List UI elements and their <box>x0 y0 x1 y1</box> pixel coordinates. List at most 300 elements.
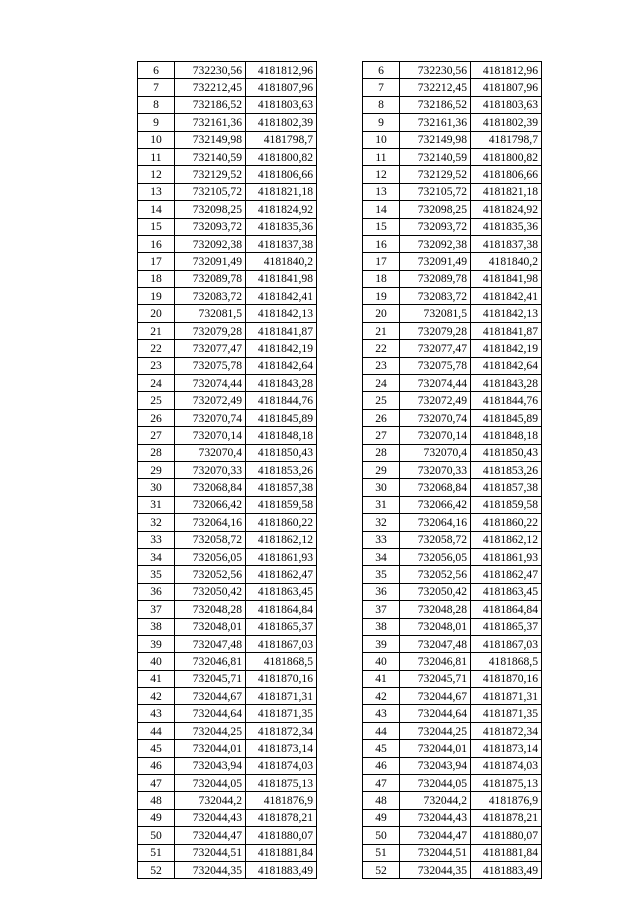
table-row <box>138 444 317 461</box>
x-coordinate-cell: 732079,28 <box>175 322 246 339</box>
point-number-cell: 50 <box>363 827 400 844</box>
point-number-cell: 7 <box>363 79 400 96</box>
x-coordinate-cell: 732044,2 <box>175 792 246 809</box>
point-number-cell: 35 <box>138 566 175 583</box>
y-coordinate-cell: 4181800,82 <box>246 148 317 165</box>
x-coordinate-cell: 732093,72 <box>400 218 471 235</box>
x-coordinate-cell: 732077,47 <box>175 340 246 357</box>
point-number-cell: 13 <box>138 183 175 200</box>
table-row <box>363 96 542 113</box>
point-number-cell: 7 <box>138 79 175 96</box>
y-coordinate-cell: 4181803,63 <box>246 96 317 113</box>
table-row <box>138 148 317 165</box>
table-row <box>363 79 542 96</box>
point-number-cell: 42 <box>138 688 175 705</box>
table-row <box>363 392 542 409</box>
x-coordinate-cell: 732044,2 <box>400 792 471 809</box>
x-coordinate-cell: 732044,05 <box>400 775 471 792</box>
x-coordinate-cell: 732093,72 <box>175 218 246 235</box>
point-number-cell: 37 <box>138 601 175 618</box>
point-number-cell: 48 <box>138 792 175 809</box>
y-coordinate-cell: 4181878,21 <box>246 809 317 826</box>
point-number-cell: 26 <box>138 409 175 426</box>
x-coordinate-cell: 732092,38 <box>400 235 471 252</box>
table-row <box>138 375 317 392</box>
point-number-cell: 51 <box>363 844 400 861</box>
point-number-cell: 21 <box>363 322 400 339</box>
x-coordinate-cell: 732044,47 <box>400 827 471 844</box>
x-coordinate-cell: 732044,51 <box>175 844 246 861</box>
y-coordinate-cell: 4181812,96 <box>471 62 542 79</box>
point-number-cell: 34 <box>363 548 400 565</box>
y-coordinate-cell: 4181807,96 <box>246 79 317 96</box>
table-row <box>138 235 317 252</box>
point-number-cell: 31 <box>138 496 175 513</box>
point-number-cell: 36 <box>363 583 400 600</box>
point-number-cell: 29 <box>138 461 175 478</box>
y-coordinate-cell: 4181878,21 <box>471 809 542 826</box>
point-number-cell: 38 <box>363 618 400 635</box>
table-row <box>138 461 317 478</box>
table-row <box>138 270 317 287</box>
point-number-cell: 14 <box>363 201 400 218</box>
point-number-cell: 10 <box>138 131 175 148</box>
table-row <box>138 201 317 218</box>
y-coordinate-cell: 4181865,37 <box>471 618 542 635</box>
point-number-cell: 41 <box>363 670 400 687</box>
y-coordinate-cell: 4181871,35 <box>471 705 542 722</box>
table-row <box>363 635 542 652</box>
x-coordinate-cell: 732050,42 <box>175 583 246 600</box>
y-coordinate-cell: 4181862,12 <box>471 531 542 548</box>
table-row <box>363 792 542 809</box>
point-number-cell: 50 <box>138 827 175 844</box>
x-coordinate-cell: 732230,56 <box>400 62 471 79</box>
table-row <box>363 705 542 722</box>
table-row <box>363 809 542 826</box>
table-row <box>138 340 317 357</box>
x-coordinate-cell: 732044,67 <box>175 688 246 705</box>
y-coordinate-cell: 4181821,18 <box>471 183 542 200</box>
point-number-cell: 42 <box>363 688 400 705</box>
table-row <box>363 670 542 687</box>
table-row <box>138 670 317 687</box>
point-number-cell: 45 <box>138 740 175 757</box>
table-row <box>138 548 317 565</box>
y-coordinate-cell: 4181844,76 <box>246 392 317 409</box>
y-coordinate-cell: 4181835,36 <box>471 218 542 235</box>
table-row <box>363 340 542 357</box>
y-coordinate-cell: 4181850,43 <box>246 444 317 461</box>
point-number-cell: 44 <box>363 722 400 739</box>
x-coordinate-cell: 732140,59 <box>175 148 246 165</box>
y-coordinate-cell: 4181848,18 <box>246 427 317 444</box>
x-coordinate-cell: 732186,52 <box>175 96 246 113</box>
y-coordinate-cell: 4181843,28 <box>246 375 317 392</box>
y-coordinate-cell: 4181824,92 <box>471 201 542 218</box>
point-number-cell: 14 <box>138 201 175 218</box>
y-coordinate-cell: 4181821,18 <box>246 183 317 200</box>
y-coordinate-cell: 4181842,41 <box>246 288 317 305</box>
table-row <box>363 305 542 322</box>
table-row <box>363 514 542 531</box>
x-coordinate-cell: 732075,78 <box>175 357 246 374</box>
table-row <box>138 792 317 809</box>
x-coordinate-cell: 732044,25 <box>175 722 246 739</box>
x-coordinate-cell: 732044,05 <box>175 775 246 792</box>
y-coordinate-cell: 4181880,07 <box>471 827 542 844</box>
x-coordinate-cell: 732044,35 <box>175 861 246 878</box>
point-number-cell: 46 <box>138 757 175 774</box>
table-row <box>138 183 317 200</box>
y-coordinate-cell: 4181859,58 <box>246 496 317 513</box>
table-row <box>138 635 317 652</box>
x-coordinate-cell: 732186,52 <box>400 96 471 113</box>
table-row <box>138 601 317 618</box>
table-row <box>363 131 542 148</box>
y-coordinate-cell: 4181843,28 <box>471 375 542 392</box>
y-coordinate-cell: 4181870,16 <box>246 670 317 687</box>
point-number-cell: 21 <box>138 322 175 339</box>
point-number-cell: 32 <box>363 514 400 531</box>
point-number-cell: 40 <box>363 653 400 670</box>
point-number-cell: 47 <box>138 775 175 792</box>
table-row <box>138 166 317 183</box>
y-coordinate-cell: 4181867,03 <box>471 635 542 652</box>
point-number-cell: 48 <box>363 792 400 809</box>
x-coordinate-cell: 732066,42 <box>400 496 471 513</box>
x-coordinate-cell: 732043,94 <box>175 757 246 774</box>
point-number-cell: 35 <box>363 566 400 583</box>
point-number-cell: 52 <box>363 861 400 878</box>
y-coordinate-cell: 4181842,41 <box>471 288 542 305</box>
table-row <box>363 444 542 461</box>
x-coordinate-cell: 732074,44 <box>400 375 471 392</box>
point-number-cell: 22 <box>138 340 175 357</box>
table-row <box>363 409 542 426</box>
x-coordinate-cell: 732070,14 <box>400 427 471 444</box>
point-number-cell: 49 <box>363 809 400 826</box>
point-number-cell: 16 <box>363 235 400 252</box>
point-number-cell: 34 <box>138 548 175 565</box>
table-row <box>138 844 317 861</box>
table-row <box>363 583 542 600</box>
y-coordinate-cell: 4181840,2 <box>471 253 542 270</box>
y-coordinate-cell: 4181845,89 <box>471 409 542 426</box>
point-number-cell: 15 <box>138 218 175 235</box>
x-coordinate-cell: 732098,25 <box>175 201 246 218</box>
table-row <box>363 270 542 287</box>
y-coordinate-cell: 4181863,45 <box>471 583 542 600</box>
y-coordinate-cell: 4181883,49 <box>246 861 317 878</box>
point-number-cell: 31 <box>363 496 400 513</box>
x-coordinate-cell: 732092,38 <box>175 235 246 252</box>
point-number-cell: 24 <box>138 375 175 392</box>
point-number-cell: 40 <box>138 653 175 670</box>
x-coordinate-cell: 732230,56 <box>175 62 246 79</box>
point-number-cell: 19 <box>138 288 175 305</box>
y-coordinate-cell: 4181857,38 <box>471 479 542 496</box>
table-row <box>363 861 542 878</box>
point-number-cell: 24 <box>363 375 400 392</box>
x-coordinate-cell: 732044,25 <box>400 722 471 739</box>
x-coordinate-cell: 732070,4 <box>400 444 471 461</box>
x-coordinate-cell: 732098,25 <box>400 201 471 218</box>
table-row <box>138 479 317 496</box>
table-row <box>138 131 317 148</box>
point-number-cell: 43 <box>138 705 175 722</box>
y-coordinate-cell: 4181857,38 <box>246 479 317 496</box>
y-coordinate-cell: 4181861,93 <box>246 548 317 565</box>
x-coordinate-cell: 732052,56 <box>400 566 471 583</box>
point-number-cell: 6 <box>363 62 400 79</box>
y-coordinate-cell: 4181807,96 <box>471 79 542 96</box>
x-coordinate-cell: 732047,48 <box>400 635 471 652</box>
y-coordinate-cell: 4181862,12 <box>246 531 317 548</box>
x-coordinate-cell: 732048,01 <box>175 618 246 635</box>
point-number-cell: 51 <box>138 844 175 861</box>
x-coordinate-cell: 732140,59 <box>400 148 471 165</box>
point-number-cell: 19 <box>363 288 400 305</box>
point-number-cell: 45 <box>363 740 400 757</box>
table-row <box>138 705 317 722</box>
table-row <box>363 601 542 618</box>
table-body <box>138 62 317 879</box>
table-row <box>138 218 317 235</box>
x-coordinate-cell: 732161,36 <box>400 114 471 131</box>
x-coordinate-cell: 732129,52 <box>400 166 471 183</box>
x-coordinate-cell: 732072,49 <box>400 392 471 409</box>
y-coordinate-cell: 4181800,82 <box>471 148 542 165</box>
y-coordinate-cell: 4181853,26 <box>471 461 542 478</box>
point-number-cell: 30 <box>138 479 175 496</box>
y-coordinate-cell: 4181872,34 <box>246 722 317 739</box>
point-number-cell: 13 <box>363 183 400 200</box>
x-coordinate-cell: 732044,01 <box>175 740 246 757</box>
y-coordinate-cell: 4181881,84 <box>246 844 317 861</box>
y-coordinate-cell: 4181870,16 <box>471 670 542 687</box>
point-number-cell: 18 <box>138 270 175 287</box>
table-row <box>138 653 317 670</box>
table-row <box>138 62 317 79</box>
point-number-cell: 43 <box>363 705 400 722</box>
point-number-cell: 15 <box>363 218 400 235</box>
y-coordinate-cell: 4181881,84 <box>471 844 542 861</box>
table-row <box>138 357 317 374</box>
y-coordinate-cell: 4181806,66 <box>246 166 317 183</box>
y-coordinate-cell: 4181875,13 <box>246 775 317 792</box>
point-number-cell: 9 <box>363 114 400 131</box>
x-coordinate-cell: 732070,74 <box>400 409 471 426</box>
x-coordinate-cell: 732048,28 <box>400 601 471 618</box>
point-number-cell: 39 <box>138 635 175 652</box>
table-row <box>138 114 317 131</box>
table-row <box>363 775 542 792</box>
x-coordinate-cell: 732083,72 <box>175 288 246 305</box>
point-number-cell: 11 <box>138 148 175 165</box>
y-coordinate-cell: 4181859,58 <box>471 496 542 513</box>
table-row <box>363 235 542 252</box>
y-coordinate-cell: 4181812,96 <box>246 62 317 79</box>
x-coordinate-cell: 732075,78 <box>400 357 471 374</box>
x-coordinate-cell: 732079,28 <box>400 322 471 339</box>
table-row <box>138 531 317 548</box>
table-row <box>363 114 542 131</box>
y-coordinate-cell: 4181840,2 <box>246 253 317 270</box>
point-number-cell: 26 <box>363 409 400 426</box>
x-coordinate-cell: 732105,72 <box>400 183 471 200</box>
x-coordinate-cell: 732129,52 <box>175 166 246 183</box>
point-number-cell: 27 <box>138 427 175 444</box>
point-number-cell: 25 <box>138 392 175 409</box>
y-coordinate-cell: 4181880,07 <box>246 827 317 844</box>
table-row <box>363 166 542 183</box>
point-number-cell: 25 <box>363 392 400 409</box>
table-row <box>138 409 317 426</box>
x-coordinate-cell: 732044,67 <box>400 688 471 705</box>
coordinates-table-right <box>362 61 542 879</box>
y-coordinate-cell: 4181841,87 <box>471 322 542 339</box>
y-coordinate-cell: 4181871,31 <box>471 688 542 705</box>
table-row <box>363 496 542 513</box>
x-coordinate-cell: 732083,72 <box>400 288 471 305</box>
y-coordinate-cell: 4181837,38 <box>471 235 542 252</box>
x-coordinate-cell: 732081,5 <box>175 305 246 322</box>
x-coordinate-cell: 732044,64 <box>400 705 471 722</box>
point-number-cell: 47 <box>363 775 400 792</box>
table-row <box>363 461 542 478</box>
point-number-cell: 12 <box>363 166 400 183</box>
point-number-cell: 41 <box>138 670 175 687</box>
y-coordinate-cell: 4181848,18 <box>471 427 542 444</box>
table-row <box>138 427 317 444</box>
x-coordinate-cell: 732047,48 <box>175 635 246 652</box>
y-coordinate-cell: 4181861,93 <box>471 548 542 565</box>
y-coordinate-cell: 4181798,7 <box>471 131 542 148</box>
x-coordinate-cell: 732045,71 <box>400 670 471 687</box>
x-coordinate-cell: 732052,56 <box>175 566 246 583</box>
table-row <box>138 566 317 583</box>
point-number-cell: 12 <box>138 166 175 183</box>
point-number-cell: 29 <box>363 461 400 478</box>
y-coordinate-cell: 4181842,13 <box>246 305 317 322</box>
x-coordinate-cell: 732149,98 <box>400 131 471 148</box>
y-coordinate-cell: 4181872,34 <box>471 722 542 739</box>
y-coordinate-cell: 4181862,47 <box>246 566 317 583</box>
y-coordinate-cell: 4181841,98 <box>471 270 542 287</box>
table-row <box>138 322 317 339</box>
table-row <box>363 479 542 496</box>
table-row <box>363 722 542 739</box>
table-row <box>138 305 317 322</box>
x-coordinate-cell: 732044,01 <box>400 740 471 757</box>
point-number-cell: 20 <box>138 305 175 322</box>
x-coordinate-cell: 732044,51 <box>400 844 471 861</box>
table-row <box>138 288 317 305</box>
table-row <box>363 653 542 670</box>
table-row <box>138 514 317 531</box>
y-coordinate-cell: 4181845,89 <box>246 409 317 426</box>
table-row <box>363 548 542 565</box>
y-coordinate-cell: 4181842,64 <box>471 357 542 374</box>
y-coordinate-cell: 4181802,39 <box>471 114 542 131</box>
x-coordinate-cell: 732212,45 <box>400 79 471 96</box>
point-number-cell: 38 <box>138 618 175 635</box>
y-coordinate-cell: 4181860,22 <box>471 514 542 531</box>
x-coordinate-cell: 732056,05 <box>400 548 471 565</box>
y-coordinate-cell: 4181883,49 <box>471 861 542 878</box>
table-row <box>138 861 317 878</box>
x-coordinate-cell: 732044,35 <box>400 861 471 878</box>
point-number-cell: 23 <box>138 357 175 374</box>
y-coordinate-cell: 4181850,43 <box>471 444 542 461</box>
table-row <box>363 618 542 635</box>
table-row <box>138 496 317 513</box>
x-coordinate-cell: 732070,4 <box>175 444 246 461</box>
y-coordinate-cell: 4181841,87 <box>246 322 317 339</box>
x-coordinate-cell: 732044,43 <box>400 809 471 826</box>
y-coordinate-cell: 4181864,84 <box>471 601 542 618</box>
table-row <box>138 79 317 96</box>
x-coordinate-cell: 732064,16 <box>175 514 246 531</box>
y-coordinate-cell: 4181803,63 <box>471 96 542 113</box>
point-number-cell: 20 <box>363 305 400 322</box>
y-coordinate-cell: 4181853,26 <box>246 461 317 478</box>
x-coordinate-cell: 732161,36 <box>175 114 246 131</box>
table-row <box>363 288 542 305</box>
table-row <box>138 740 317 757</box>
y-coordinate-cell: 4181876,9 <box>246 792 317 809</box>
point-number-cell: 16 <box>138 235 175 252</box>
y-coordinate-cell: 4181844,76 <box>471 392 542 409</box>
y-coordinate-cell: 4181837,38 <box>246 235 317 252</box>
point-number-cell: 18 <box>363 270 400 287</box>
point-number-cell: 17 <box>138 253 175 270</box>
y-coordinate-cell: 4181863,45 <box>246 583 317 600</box>
table-row <box>363 357 542 374</box>
table-row <box>138 688 317 705</box>
x-coordinate-cell: 732048,28 <box>175 601 246 618</box>
y-coordinate-cell: 4181862,47 <box>471 566 542 583</box>
x-coordinate-cell: 732058,72 <box>400 531 471 548</box>
table-row <box>138 583 317 600</box>
table-row <box>363 148 542 165</box>
point-number-cell: 28 <box>363 444 400 461</box>
table-row <box>138 618 317 635</box>
y-coordinate-cell: 4181842,19 <box>246 340 317 357</box>
table-row <box>138 827 317 844</box>
x-coordinate-cell: 732068,84 <box>400 479 471 496</box>
point-number-cell: 27 <box>363 427 400 444</box>
y-coordinate-cell: 4181841,98 <box>246 270 317 287</box>
x-coordinate-cell: 732046,81 <box>175 653 246 670</box>
point-number-cell: 9 <box>138 114 175 131</box>
y-coordinate-cell: 4181868,5 <box>246 653 317 670</box>
x-coordinate-cell: 732089,78 <box>400 270 471 287</box>
point-number-cell: 28 <box>138 444 175 461</box>
point-number-cell: 32 <box>138 514 175 531</box>
table-row <box>138 392 317 409</box>
table-row <box>363 740 542 757</box>
point-number-cell: 10 <box>363 131 400 148</box>
table-row <box>363 688 542 705</box>
point-number-cell: 52 <box>138 861 175 878</box>
point-number-cell: 33 <box>138 531 175 548</box>
table-row <box>138 253 317 270</box>
y-coordinate-cell: 4181874,03 <box>471 757 542 774</box>
table-row <box>138 96 317 113</box>
y-coordinate-cell: 4181798,7 <box>246 131 317 148</box>
